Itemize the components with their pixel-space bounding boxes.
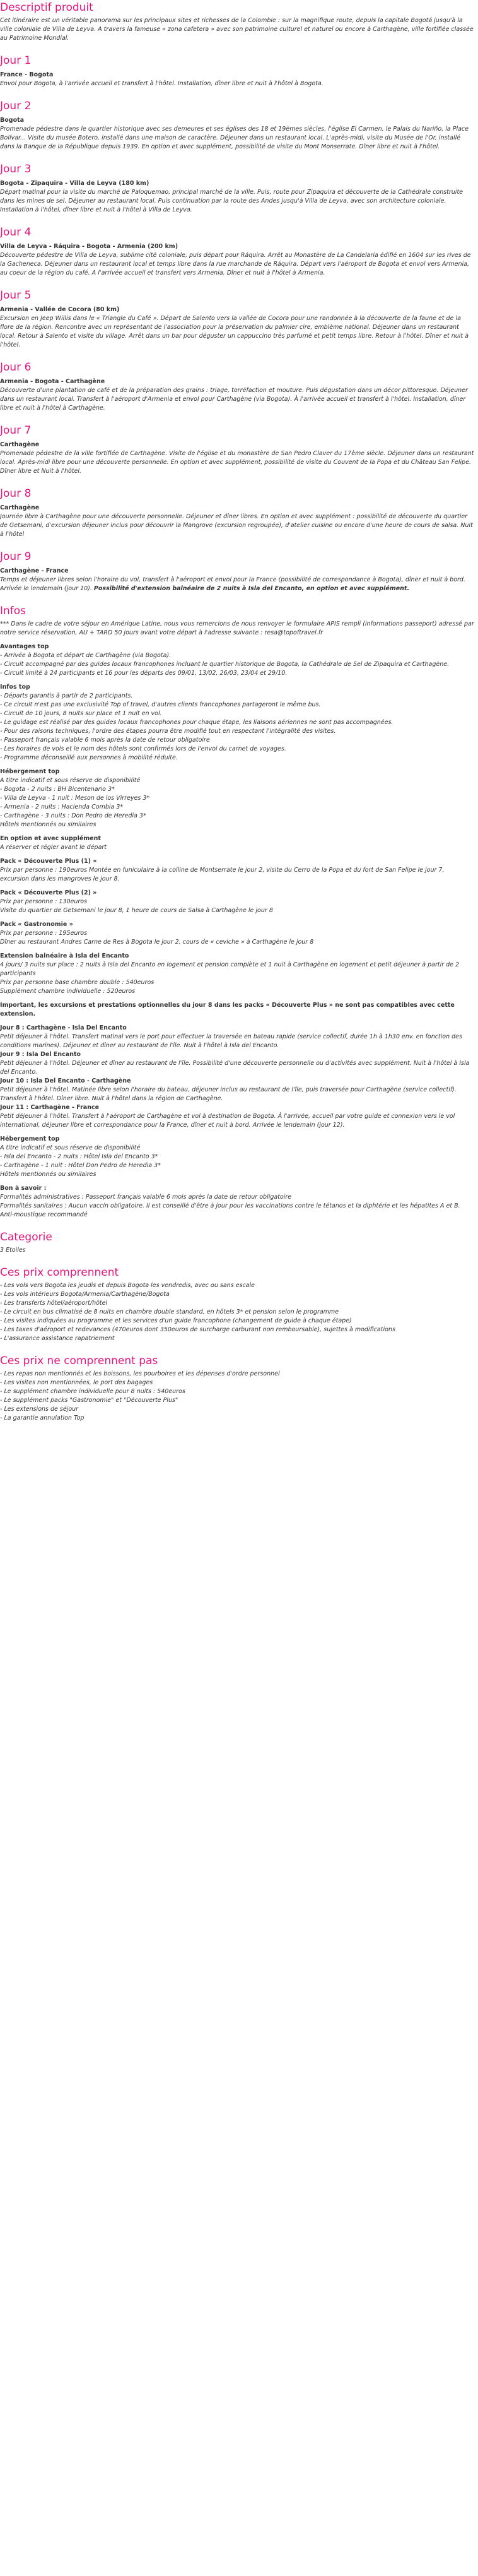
ext-day-text: Petit déjeuner à l'hôtel. Matinée libre selon l'horaire du bateau, déjeuner inclus au restaurant de l'île, puis traversée pour Carthagène (service collectif). Transfert à l'hôtel. Dîner libre. Nuit à l'hôtel dans la région de Carthagène.	[0, 1086, 457, 1102]
pack-line: Visite du quartier de Getsemani le jour 8, 1 heure de cours de Salsa à Carthagène le jour 8	[0, 907, 273, 914]
day-text	[0, 251, 475, 278]
day-title: France - Bogota	[0, 71, 54, 78]
hebergement-ext-intro: A titre indicatif et sous réserve de disponibilité	[0, 1144, 141, 1151]
day-text-highlight: Possibilité d'extension balnéaire de 2 nuits à Isla del Encanto, en option et avec supplément.	[93, 585, 410, 592]
bon-a-savoir-line: Formalités administratives : Passeport français valable 6 mois après la date de retour obligatoire	[0, 1194, 292, 1201]
day-text	[0, 576, 475, 593]
pack-title: Pack « Gastronomie »	[0, 921, 73, 928]
section-heading-categorie: Categorie	[0, 1231, 52, 1243]
day-text-body: Journée libre à Carthagène pour une découverte personnelle. Déjeuner et dîner libres. En option et avec supplément : possibilité de découverte du quartier de Getsemani, d'excursion déjeuner inclus pour découvrir la Mangrove (excursion regroupée), d'atelier cuisine ou encore d'une heure de cours de salsa. Nuit à l'hôtel	[0, 513, 473, 538]
list-item: - Le guidage est réalisé par des guides locaux francophones pour chaque étape, les liaisons aériennes ne sont pas accompagnées.	[0, 719, 393, 726]
day-title: Carthagène	[0, 441, 40, 448]
comprennent-list	[0, 1281, 475, 1343]
section-heading-descriptif: Descriptif produit	[0, 1, 93, 14]
list-item: - Pour des raisons techniques, l'ordre des étapes pourra être modifié tout en respectant l'intégralité des visites.	[0, 728, 336, 735]
day-title: Bogota	[0, 117, 25, 124]
list-item: - Ce circuit n'est pas une exclusivité Top of travel, d'autres clients francophones partageront le même bus.	[0, 701, 321, 708]
extension-line: Supplément chambre individuelle : 520euros	[0, 988, 136, 995]
ext-day-text: Petit déjeuner à l'hôtel. Transfert à l'aéroport de Carthagène et vol à destination de Bogota. À l'arrivée, accueil par votre guide et connexion vers le vol international, déjeuner libre et correspondance pour la France, dîner et nuit à bord. Arrivée le lendemain (jour 12).	[0, 1113, 455, 1129]
day-block	[0, 54, 475, 88]
day-block	[0, 163, 475, 215]
pack-title: Pack « Découverte Plus (1) »	[0, 858, 97, 865]
pack-1	[0, 857, 475, 884]
hebergement-intro: A titre indicatif et sous réserve de disponibilité	[0, 777, 141, 784]
list-item: - Circuit limité à 24 participants et 16 pour les départs des 09/01, 13/02, 26/03, 23/04 et 29/10.	[0, 670, 288, 677]
hebergement-ext-note: Hôtels mentionnés ou similaires	[0, 1171, 96, 1178]
list-item: - Armenia - 2 nuits : Hacienda Combia 3*	[0, 804, 124, 810]
day-title: Bogota - Zipaquira - Villa de Leyva (180 km)	[0, 180, 149, 187]
list-item: - Circuit de 10 jours, 8 nuits sur place et 1 nuit en vol.	[0, 710, 162, 717]
list-item: - Carthagène - 3 nuits : Don Pedro de Heredia 3*	[0, 812, 146, 819]
infos-top-list	[0, 692, 475, 763]
extension-title: Extension balnéaire à Isla del Encanto	[0, 953, 129, 959]
itinerary-days	[0, 54, 475, 593]
extension-days	[0, 1024, 475, 1130]
day-text-body: Découverte d'une plantation de café et de la préparation des grains : triage, torréfaction et mouture. Puis dégustation dans un décor pittoresque. Déjeuner dans un restaurant local. Transfert à l'aéroport d'Armenia et envol pour Carthagène (via Bogota). À l'arrivée accueil et transfert à l'hôtel. Installation, dîner libre et nuit à l'hôtel à Carthagène.	[0, 387, 468, 412]
categorie-value: 3 Etoiles	[0, 1247, 26, 1254]
hebergement-ext-list	[0, 1153, 475, 1170]
section-heading-comprennent: Ces prix comprennent	[0, 1266, 119, 1279]
day-heading: Jour 7	[0, 424, 32, 437]
day-text	[0, 386, 475, 413]
bon-a-savoir-line: Formalités sanitaires : Aucun vaccin obligatoire. Il est conseillé d'être à jour pour les vaccinations contre le tétanos et la diphtérie et les hépatites A et B. Anti-moustique recommandé	[0, 1202, 460, 1218]
list-item: - Les vols vers Bogota les jeudis et depuis Bogota les vendredis, avec ou sans escale	[0, 1282, 255, 1289]
pack-3	[0, 920, 475, 947]
list-item: - Arrivée à Bogota et départ de Carthagène (via Bogota).	[0, 652, 172, 659]
ext-day-text: Petit déjeuner à l'hôtel. Transfert matinal vers le port pour effectuer la traversée en bateau rapide (service collectif, durée 1h à 1h30 env. en fonction des conditions marines). Déjeuner et dîner au restaurant de l'île. Nuit à l'hôtel à Isla del Encanto.	[0, 1033, 462, 1049]
hebergement-title: Hébergement top	[0, 768, 60, 775]
hebergement-note: Hôtels mentionnés ou similaires	[0, 821, 96, 828]
avantages-title: Avantages top	[0, 643, 49, 650]
pack-title: Pack « Découverte Plus (2) »	[0, 889, 97, 896]
list-item: - Les vols intérieurs Bogota/Armenia/Carthagène/Bogota	[0, 1291, 170, 1298]
option-title: En option et avec supplément	[0, 835, 101, 842]
day-heading: Jour 5	[0, 289, 32, 302]
ext-day-title: Jour 8 : Carthagène - Isla Del Encanto	[0, 1024, 127, 1031]
ext-day-title: Jour 9 : Isla Del Encanto	[0, 1051, 81, 1058]
pack-line: Dîner au restaurant Andres Carne de Res à Bogota le jour 2, cours de « ceviche » à Carthagène le jour 8	[0, 939, 314, 946]
ext-day-title: Jour 11 : Carthagène - France	[0, 1104, 100, 1111]
list-item: - Les visites non mentionnées, le port des bagages	[0, 1379, 153, 1386]
option-text: A réserver et régler avant le départ	[0, 844, 107, 851]
day-heading: Jour 9	[0, 550, 32, 563]
pack-line: Prix par personne : 190euros Montée en funiculaire à la colline de Montserrate le jour 2, visite du Cerro de la Popa et du fort de San Felipe le jour 7, excursion dans les mangroves le jour 8.	[0, 867, 445, 882]
list-item: - Le supplément chambre individuelle pour 8 nuits : 540euros	[0, 1388, 185, 1395]
day-block	[0, 487, 475, 539]
day-heading: Jour 6	[0, 361, 32, 374]
day-text	[0, 513, 475, 539]
day-block	[0, 289, 475, 350]
list-item: - L'assurance assistance rapatriement	[0, 1335, 115, 1342]
list-item: - Villa de Leyva - 1 nuit : Meson de los Virreyes 3*	[0, 795, 150, 802]
hebergement-list	[0, 785, 475, 821]
list-item: - Carthagène - 1 nuit : Hôtel Don Pedro de Heredia 3*	[0, 1162, 161, 1169]
day-heading: Jour 8	[0, 487, 32, 500]
list-item: - Passeport français valable 6 mois après la date de retour obligatoire	[0, 737, 210, 744]
list-item: - Départs garantis à partir de 2 participants.	[0, 692, 133, 699]
extension-line: Prix par personne base chambre double : 540euros	[0, 979, 154, 986]
list-item: - Le supplément packs "Gastronomie" et "Découverte Plus"	[0, 1397, 178, 1404]
day-title: Armenia - Bogota - Carthagène	[0, 378, 105, 385]
day-text-body: Envol pour Bogota, à l'arrivée accueil et transfert à l'hôtel. Installation, dîner libre et nuit à l'hôtel à Bogota.	[0, 80, 324, 87]
pack-line: Prix par personne : 195euros	[0, 930, 88, 937]
list-item: - Bogota - 2 nuits : BH Bicentenario 3*	[0, 786, 115, 793]
day-text	[0, 125, 475, 151]
hebergement-ext-title: Hébergement top	[0, 1136, 60, 1143]
day-heading: Jour 4	[0, 226, 32, 239]
day-text	[0, 314, 475, 350]
pack-2	[0, 889, 475, 915]
day-block	[0, 100, 475, 151]
list-item: - Les taxes d'aéroport et redevances (470euros dont 350euros de surcharge carburant non remboursable), sujettes à modifications	[0, 1326, 395, 1333]
ext-day-title: Jour 10 : Isla Del Encanto - Carthagène	[0, 1077, 131, 1084]
list-item: - Circuit accompagné par des guides locaux francophones incluant le quartier historique de Bogota, la Cathédrale de Sel de Zipaquira et Carthagène.	[0, 661, 450, 668]
ne-comprennent-list	[0, 1370, 475, 1423]
day-text	[0, 80, 475, 88]
section-heading-ne-comprennent: Ces prix ne comprennent pas	[0, 1355, 158, 1367]
list-item: - La garantie annulation Top	[0, 1415, 85, 1422]
list-item: - Les transferts hôtel/aéroport/hôtel	[0, 1300, 108, 1307]
day-text-body: Découverte pédestre de Villa de Leyva, sublime cité coloniale, puis départ pour Ráquira. Arrêt au Monastère de La Candelaria édifié en 1604 sur les rives de la Gacheneca. Déjeuner dans un restaurant local et temps libre dans la rue marchande de Ráquira. Départ vers l'aéroport de Bogota et envol vers Armenia, au coeur de la région du café. A l'arrivée accueil et transfert vers Armenia. Dîner et nuit à l'hôtel à Armenia.	[0, 252, 471, 276]
list-item: - Les visites indiquées au programme et les services d'un guide francophone (changement de guide à chaque étape)	[0, 1317, 352, 1324]
list-item: - Les repas non mentionnés et les boissons, les pourboires et les dépenses d'ordre personnel	[0, 1370, 280, 1377]
list-item: - Le circuit en bus climatisé de 8 nuits en chambre double standard, en hôtels 3* et pension selon le programme	[0, 1309, 339, 1315]
list-item: - Programme déconseillé aux personnes à mobilité réduite.	[0, 754, 178, 761]
list-item: - Les horaires de vols et le nom des hôtels sont confirmés lors de l'envoi du carnet de voyages.	[0, 745, 286, 752]
day-title: Carthagène	[0, 504, 40, 511]
day-block	[0, 361, 475, 413]
day-text	[0, 449, 475, 476]
day-heading: Jour 1	[0, 54, 32, 67]
day-text	[0, 188, 475, 215]
day-heading: Jour 2	[0, 100, 32, 112]
bon-a-savoir-title: Bon à savoir :	[0, 1185, 47, 1192]
day-title: Villa de Leyva - Ráquira - Bogota - Armenia (200 km)	[0, 243, 178, 250]
day-text-body: Promenade pédestre dans le quartier historique avec ses demeures et ses églises des 18 et 19èmes siècles, l'église El Carmen, le Palais du Nariño, la Place Bolívar... Visite du musée Botero, installé dans une maison de caractère. Déjeuner dans un restaurant local. L'après-midi, visite du Musée de l'Or, installé dans la Banque de la République depuis 1939. En option et avec supplément, possibilité de visite du Mont Monserrate. Dîner libre et nuit à l'hôtel.	[0, 126, 469, 150]
day-block	[0, 226, 475, 278]
day-text-body: Excursion en Jeep Willis dans le « Triangle du Café ». Départ de Salento vers la vallée de Cocora pour une randonnée à la découverte de la faune et de la flore de la région. Rencontre avec un représentant de l'association pour la préservation du palmier cire, emblème national. Déjeuner dans un restaurant local. Retour à Salento et visite du village. Arrêt dans un bar pour déguster un cappuccino très parfumé et petit temps libre. Retour à l'hôtel. Dîner et nuit à l'hôtel.	[0, 315, 469, 348]
infos-top-title: Infos top	[0, 684, 30, 691]
pack-line: Prix par personne : 130euros	[0, 898, 88, 905]
extension-line: 4 jours/ 3 nuits sur place : 2 nuits à Isla del Encanto en logement et pension complète et 1 nuit à Carthagène en logement et petit déjeuner à partir de 2 participants	[0, 961, 460, 977]
day-heading: Jour 3	[0, 163, 32, 175]
ext-day-text: Petit déjeuner à l'hôtel. Déjeuner et dîner au restaurant de l'île. Possibilité d'une découverte personnelle ou d'activités avec supplément. Nuit à l'hôtel à Isla del Encanto.	[0, 1060, 470, 1076]
day-block	[0, 550, 475, 593]
day-title: Carthagène - France	[0, 567, 69, 574]
descriptif-intro: Cet itinéraire est un véritable panorama sur les principaux sites et richesses de la Colombie : sur la magnifique route, depuis la capitale Bogotá jusqu'à la ville coloniale de Villa de Leyva. A travers la fameuse « zona cafetera » avec son patrimoine culturel et naturel ou encore à Carthagène, ville fortifiée classée au Patrimoine Mondial.	[0, 17, 474, 42]
section-heading-infos: Infos	[0, 605, 26, 617]
day-title: Armenia - Vallée de Cocora (80 km)	[0, 306, 120, 313]
day-text-body: Départ matinal pour la visite du marché de Paloquemao, principal marché de la ville. Puis, route pour Zipaquira et découverte de la Cathédrale construite dans les mines de sel. Déjeuner au restaurant local. Puis continuation par la route des Andes jusqu'à Villa de Leyva, avec son architecture coloniale. Installation à l'hôtel, dîner libre et nuit à l'hôtel à Villa de Leyva.	[0, 189, 463, 213]
day-block	[0, 424, 475, 476]
list-item: - Les extensions de séjour	[0, 1406, 79, 1413]
important-note: Important, les excursions et prestations optionnelles du jour 8 dans les packs « Découverte Plus » ne sont pas compatibles avec cette extension.	[0, 1002, 455, 1018]
day-text-body: Promenade pédestre de la ville fortifiée de Carthagène. Visite de l'église et du monastère de San Pedro Claver du 17ème siècle. Déjeuner dans un restaurant local. Après-midi libre pour une découverte personnelle. En option et avec supplément, possibilité de visite du Couvent de la Popa et du Château San Felipe. Dîner libre et Nuit à l'hôtel.	[0, 450, 474, 475]
infos-intro: *** Dans le cadre de votre séjour en Amérique Latine, nous vous remercions de nous renvoyer le formulaire APIS rempli (informations passeport) adressé par notre service réservation, AU + TARD 50 jours avant votre départ à l'adresse suivante : resa@topoftravel.fr	[0, 620, 474, 636]
day-text-body: Temps et déjeuner libres selon l'horaire du vol, transfert à l'aéroport et envol pour la France (possibilité de correspondance à Bogota), dîner et nuit à bord. Arrivée le lendemain (jour 10).	[0, 576, 465, 592]
list-item: - Isla del Encanto - 2 nuits : Hôtel Isla del Encanto 3*	[0, 1153, 158, 1160]
avantages-list	[0, 651, 475, 678]
